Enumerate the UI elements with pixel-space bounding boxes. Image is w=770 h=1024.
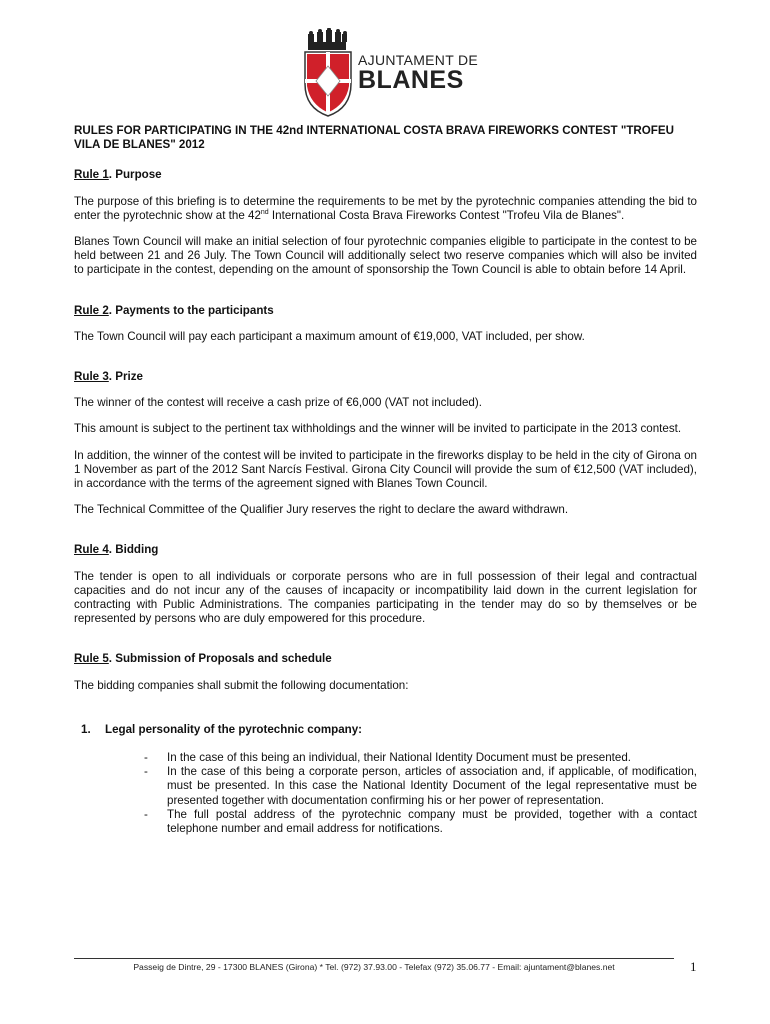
rule-1-p1-part-b: International Costa Brava Fireworks Contest "Trofeu Vila de Blanes". [268, 208, 625, 222]
rule-3-title: . Prize [108, 370, 143, 384]
rule-1-label: Rule 1 [74, 168, 109, 182]
rule-1-p1-superscript: nd [260, 208, 269, 216]
rule-2-label: Rule 2 [74, 303, 109, 317]
rule-2-title: . Payments to the participants [108, 303, 274, 317]
rule-3-paragraph-4: The Technical Committee of the Qualifier Jury reserves the right to declare the award withdrawn. [74, 503, 569, 517]
town-council-logo [300, 28, 480, 118]
rule-2-paragraph-1: The Town Council will pay each participant a maximum amount of €19,000, VAT included, per show. [74, 329, 585, 343]
coat-of-arms-icon [300, 28, 356, 118]
rule-3-label: Rule 3 [74, 370, 109, 384]
rule-5-paragraph-1: The bidding companies shall submit the following documentation: [74, 678, 409, 692]
rule-2-heading [74, 304, 697, 318]
list-item: - In the case of this being a corporate person, articles of association and, if applicable, of modification, must be presented. In this case the National Identity Document of the legal representative must be presented together with documentation confirming his or her power of representation. [144, 765, 697, 808]
rule-5-heading [74, 652, 697, 666]
list-item: - The full postal address of the pyrotechnic company must be provided, together with a contact telephone number and email address for notifications. [144, 808, 697, 836]
rule-5-label: Rule 5 [74, 652, 109, 666]
section-1-title: Legal personality of the pyrotechnic company: [105, 722, 363, 736]
document-body [74, 124, 697, 836]
rule-1-p1-part-a: The purpose of this briefing is to determine the requirements to be met by the pyrotechnic companies attending the bid to enter the pyrotechnic show at the 42 [74, 194, 697, 222]
rule-4-paragraph-1: The tender is open to all individuals or corporate persons who are in full possession of their legal and contractual capacities and do not incur any of the causes of incapacity or incompatibility laid down in the current legislation for contracting with Public Administrations. The companies participating in the tender may do so by themselves or be represented by persons who are duly empowered for this procedure. [74, 569, 697, 626]
rule-1-title: . Purpose [108, 168, 162, 182]
rule-3-heading [74, 370, 697, 384]
rule-3-paragraph-1: The winner of the contest will receive a cash prize of €6,000 (VAT not included). [74, 396, 482, 410]
rule-4-heading [74, 543, 697, 557]
rule-1-paragraph-1 [74, 195, 697, 223]
footer-divider [74, 958, 674, 959]
rule-1-paragraph-2: Blanes Town Council will make an initial selection of four pyrotechnic companies eligible to participate in the contest to be held between 21 and 26 July. The Town Council will additionally select two reserve companies which will also be invited to participate in the contest, depending on the amount of sponsorship the Town Council is able to obtain before 14 April. [74, 235, 697, 277]
logo-line-2: BLANES [358, 66, 464, 94]
page-number: 1 [690, 959, 697, 974]
section-1-number: 1. [81, 722, 91, 736]
logo-line-1: AJUNTAMENT DE [358, 52, 479, 68]
footer-address: Passeig de Dintre, 29 - 17300 BLANES (Girona) * Tel. (972) 37.93.00 - Telefax (972) 35.06.77 - Email: ajuntament@blanes.net [133, 962, 615, 972]
rule-4-label: Rule 4 [74, 543, 109, 557]
section-1-list [74, 751, 697, 836]
rule-3-paragraph-3: In addition, the winner of the contest will be invited to participate in the fireworks display to be held in the city of Girona on 1 November as part of the 2012 Sant Narcís Festival. Girona City Council will provide the sum of €12,500 (VAT included), in accordance with the terms of the agreement signed with Blanes Town Council. [74, 448, 697, 491]
rule-5-title: . Submission of Proposals and schedule [108, 652, 332, 666]
rule-4-title: . Bidding [108, 543, 159, 557]
list-item: - In the case of this being an individual, their National Identity Document must be presented. [144, 751, 697, 765]
rule-3-paragraph-2: This amount is subject to the pertinent tax withholdings and the winner will be invited to participate in the 2013 contest. [74, 422, 682, 436]
rule-1-heading [74, 168, 697, 182]
section-1-heading [81, 723, 697, 737]
document-title: RULES FOR PARTICIPATING IN THE 42nd INTERNATIONAL COSTA BRAVA FIREWORKS CONTEST "TROFEU VILA DE BLANES" 2012 [74, 124, 674, 152]
